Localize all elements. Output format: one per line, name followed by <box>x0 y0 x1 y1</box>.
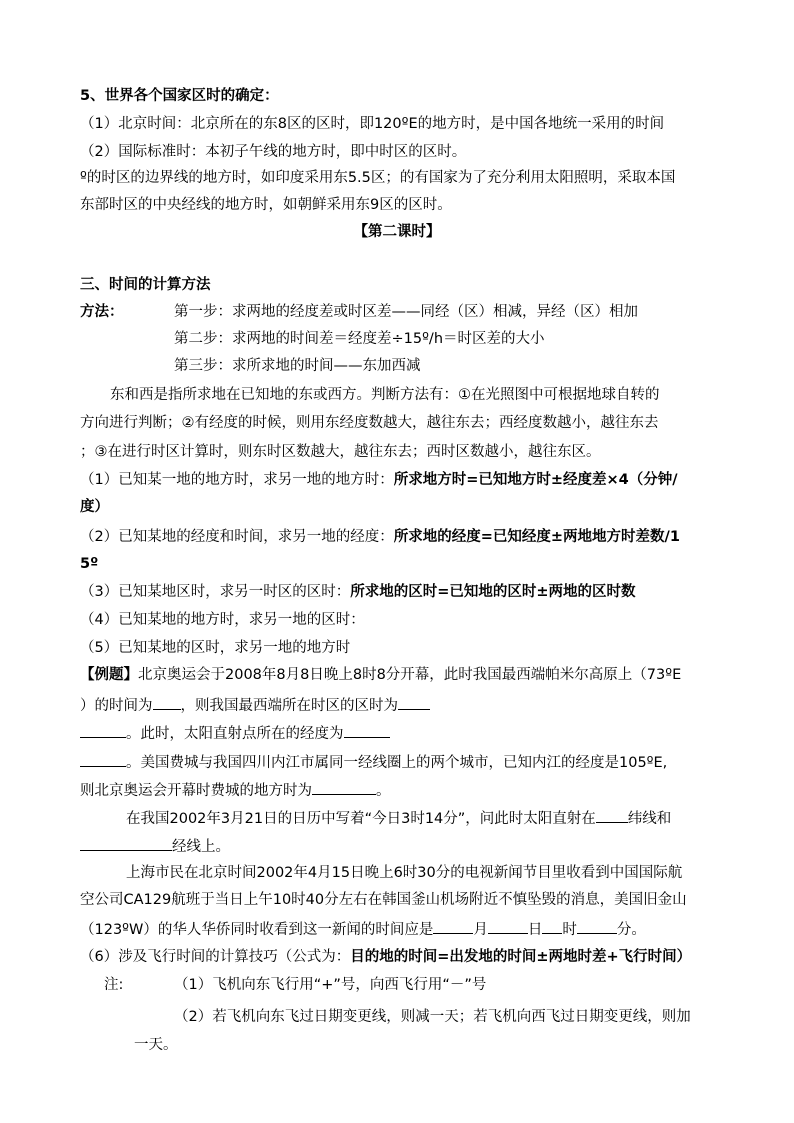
problem2-text1: 在我国2002年3月21日的日历中写着“今日3时14分”，问此时太阳直射在 <box>126 811 596 827</box>
section5-item3-line1: º的时区的边界线的地方时，如印度采用东5.5区；的有国家为了充分利用太阳照明，采取本国 <box>80 170 676 186</box>
section5-item3-line2: 东部时区的中央经线的地方时，如朝鲜采用东9区的区时。 <box>80 197 452 213</box>
answer-blank[interactable] <box>312 779 376 795</box>
example-text4: 。美国费城与我国四川内江市属同一经线圈上的两个城市，已知内江的经度是105ºE, <box>126 755 668 771</box>
case4: （4）已知某地的地方时，求另一地的区时： <box>80 612 365 628</box>
problem2-text2: 经线上。 <box>172 839 230 855</box>
problem3-minute: 分。 <box>616 922 646 938</box>
section5-item1: （1）北京时间：北京所在的东8区的区时，即120ºE的地方时，是中国各地统一采用的时间 <box>80 116 665 132</box>
problem2-text1b: 纬线和 <box>627 811 672 827</box>
example-text5b: 。 <box>376 783 391 799</box>
answer-blank[interactable] <box>80 722 126 738</box>
example-line5 <box>80 779 391 801</box>
case1-formula: 所求地方时=已知地方时±经度差×4（分钟/ <box>393 472 678 488</box>
answer-blank[interactable] <box>577 918 617 934</box>
case1 <box>80 470 678 490</box>
case1-formula-cont: 度） <box>80 499 109 515</box>
answer-blank[interactable] <box>433 918 473 934</box>
method-step2: 第二步：求两地的时间差＝经度差÷15º/h＝时区差的大小 <box>174 331 545 347</box>
case3 <box>80 582 636 602</box>
case3-text: （3）已知某地区时，求另一时区的区时： <box>80 584 351 600</box>
case6 <box>80 947 691 967</box>
case5: （5）已知某地的区时，求另一地的地方时 <box>80 640 351 656</box>
example-line3 <box>80 722 390 744</box>
answer-blank[interactable] <box>398 694 430 710</box>
case2-text: （2）已知某地的经度和时间，求另一地的经度： <box>80 529 394 545</box>
note1: （1）飞机向东飞行用“+”号，向西飞行用“－”号 <box>174 977 487 993</box>
problem2-line2 <box>80 835 230 857</box>
case6-formula: 目的地的时间=出发地的时间±两地时差+飞行时间） <box>350 949 692 965</box>
answer-blank[interactable] <box>344 722 390 738</box>
answer-blank[interactable] <box>596 807 628 823</box>
note2: （2）若飞机向东飞过日期变更线，则减一天；若飞机向西飞过日期变更线，则加 <box>174 1009 691 1025</box>
example-text2b: ，则我国最西端所在时区的区时为 <box>180 698 398 714</box>
answer-blank[interactable] <box>542 918 562 934</box>
direction-para-line2: 方向进行判断；②有经度的时候，则用东经度数越大，越往东去；西经度数越小，越往东去 <box>80 415 659 431</box>
answer-blank[interactable] <box>80 835 172 851</box>
problem3-month: 月 <box>473 922 488 938</box>
case6-text: （6）涉及飞行时间的计算技巧（公式为： <box>80 949 351 965</box>
direction-para-line1: 东和西是指所求地在已知地的东或西方。判断方法有：①在光照图中可根据地球自转的 <box>110 387 660 403</box>
section5-item2: （2）国际标准时：本初子午线的地方时，即中时区的区时。 <box>80 144 467 160</box>
case2-formula-cont: 5º <box>80 556 99 572</box>
lesson2-heading: 【第二课时】 <box>353 224 441 240</box>
method-label: 方法： <box>80 304 124 320</box>
problem3-line1: 上海市民在北京时间2002年4月15日晚上6时30分的电视新闻节目里收看到中国国际航 <box>126 865 683 881</box>
example-text2: ）的时间为 <box>80 698 153 714</box>
example-line4 <box>80 751 667 773</box>
problem3-line3 <box>80 918 646 940</box>
example-line2 <box>80 694 430 716</box>
example-text3: 。此时，太阳直射点所在的经度为 <box>126 726 344 742</box>
example-text5: 则北京奥运会开幕时费城的地方时为 <box>80 783 312 799</box>
case1-text: （1）已知某一地的地方时，求另一地的地方时： <box>80 472 394 488</box>
problem3-text3a: （123ºW）的华人华侨同时收看到这一新闻的时间应是 <box>80 922 434 938</box>
answer-blank[interactable] <box>80 751 126 767</box>
problem3-line2: 空公司CA129航班于当日上午10时40分左右在韩国釜山机场附近不慎坠毁的消息，美国旧金山 <box>80 892 687 908</box>
answer-blank[interactable] <box>153 694 181 710</box>
direction-para-line3: ；③在进行时区计算时，则东时区数越大，越往东去；西时区数越小，越往东区。 <box>80 444 601 460</box>
example-text1: 北京奥运会于2008年8月8日晚上8时8分开幕，此时我国最西端帕米尔高原上（73ºE <box>138 667 682 683</box>
example-line1 <box>80 665 681 685</box>
problem3-day: 日 <box>527 922 543 938</box>
case2 <box>80 527 680 547</box>
case2-formula: 所求地的经度=已知经度±两地地方时差数/1 <box>393 529 680 545</box>
method-step3: 第三步：求所求地的时间——东加西减 <box>174 358 421 374</box>
problem3-hour: 时 <box>562 922 577 938</box>
example-label: 【例题】 <box>80 667 138 683</box>
note-label: 注: <box>104 977 124 993</box>
section5-title: 5、世界各个国家区时的确定： <box>80 88 279 104</box>
problem2-line1 <box>126 807 671 829</box>
case3-formula: 所求地的区时=已知地的区时±两地的区时数 <box>350 584 636 600</box>
note2-cont: 一天。 <box>134 1037 178 1053</box>
answer-blank[interactable] <box>488 918 528 934</box>
method-step1: 第一步：求两地的经度差或时区差——同经（区）相减，异经（区）相加 <box>174 304 638 320</box>
section3-title: 三、时间的计算方法 <box>80 277 211 293</box>
